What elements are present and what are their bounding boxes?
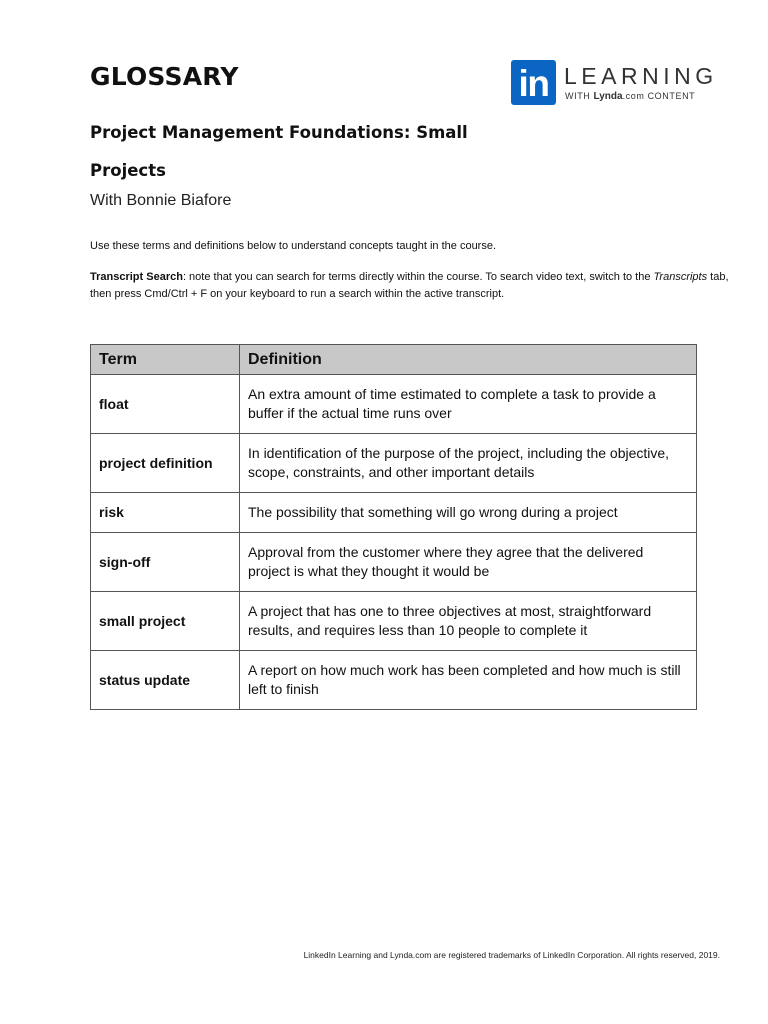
- definition-cell: In identification of the purpose of the project, including the objective, scope, constraints, and other important details: [240, 434, 697, 493]
- term-cell: project definition: [91, 434, 240, 493]
- transcript-search-label: Transcript Search: [90, 271, 183, 283]
- footer-trademark-note: LinkedIn Learning and Lynda.com are registered trademarks of LinkedIn Corporation. All rights reserved, 2019.: [303, 950, 720, 960]
- linkedin-in-icon: in: [511, 60, 556, 105]
- definition-cell: A project that has one to three objectives at most, straightforward results, and requires less than 10 people to complete it: [240, 592, 697, 651]
- transcript-search-text-1: : note that you can search for terms directly within the course. To search video text, switch to the: [182, 271, 654, 283]
- table-row: [91, 533, 697, 592]
- definition-cell: The possibility that something will go wrong during a project: [240, 493, 697, 533]
- transcript-search-text-2: tab, then press Cmd/Ctrl + F on your keyboard to run a search within the active transcript.: [90, 271, 729, 300]
- transcript-search-note: [90, 269, 730, 303]
- definition-cell: A report on how much work has been completed and how much is still left to finish: [240, 651, 697, 710]
- intro-text: Use these terms and definitions below to understand concepts taught in the course.: [90, 240, 497, 252]
- table-header-row: [91, 345, 697, 375]
- course-title: Project Management Foundations: Small Projects: [90, 123, 468, 180]
- term-cell: small project: [91, 592, 240, 651]
- logo-tagline-suffix: .com CONTENT: [622, 91, 696, 101]
- table-row: [91, 434, 697, 493]
- table-row: [91, 592, 697, 651]
- column-header-definition: Definition: [240, 345, 697, 375]
- linkedin-learning-logo: [511, 60, 718, 106]
- term-cell: sign-off: [91, 533, 240, 592]
- definition-cell: Approval from the customer where they agree that the delivered project is what they thought it would be: [240, 533, 697, 592]
- page-title: GLOSSARY: [90, 62, 239, 91]
- logo-tagline: [565, 91, 695, 102]
- column-header-term: Term: [91, 345, 240, 375]
- term-cell: float: [91, 375, 240, 434]
- glossary-table: [90, 344, 697, 710]
- logo-wordmark: LEARNING: [564, 63, 718, 89]
- table-row: [91, 375, 697, 434]
- definition-cell: An extra amount of time estimated to complete a task to provide a buffer if the actual time runs over: [240, 375, 697, 434]
- logo-tagline-brand: Lynda: [593, 91, 623, 102]
- instructor-name: With Bonnie Biafore: [90, 192, 232, 209]
- term-cell: risk: [91, 493, 240, 533]
- transcripts-tab-name: Transcripts: [653, 271, 708, 283]
- logo-tagline-prefix: WITH: [565, 91, 594, 101]
- term-cell: status update: [91, 651, 240, 710]
- table-row: [91, 493, 697, 533]
- table-row: [91, 651, 697, 710]
